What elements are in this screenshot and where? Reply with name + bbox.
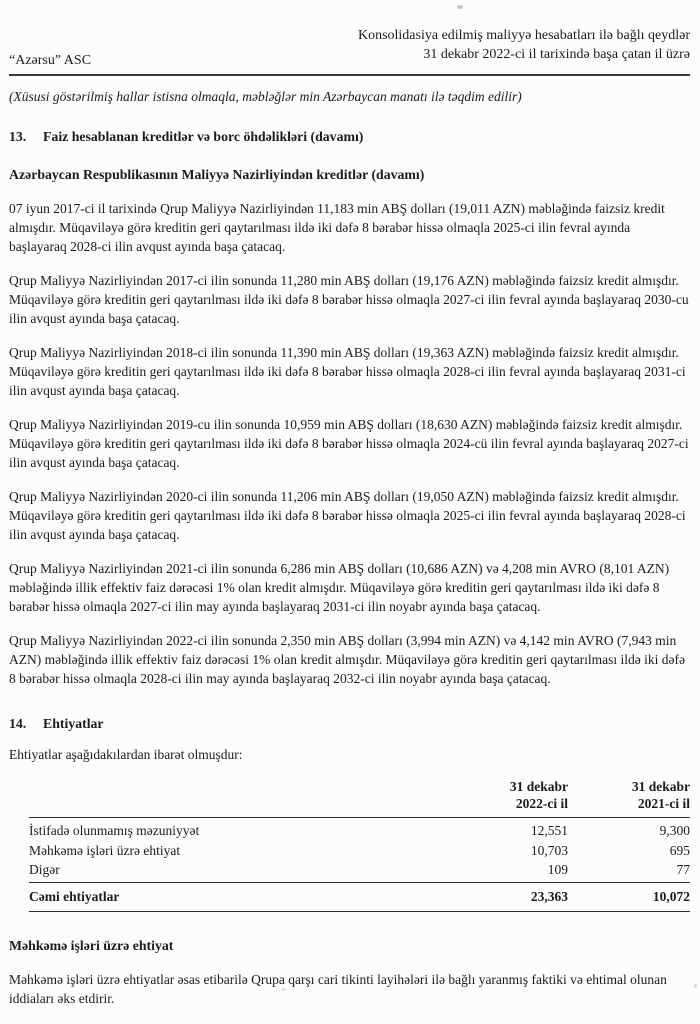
court-provision-subheading: Məhkəmə işləri üzrə ehtiyat xyxy=(9,937,174,953)
section-14-heading xyxy=(9,714,690,733)
column-header-2022: 31 dekabr 2022-ci il xyxy=(509,779,568,811)
report-title-line1: Konsolidasiya edilmiş maliyyə hesabatları ilə bağlı qeydlər xyxy=(357,28,690,43)
section-13-title: Faiz hesablanan kreditlər və borc öhdəlikləri (davamı) xyxy=(43,129,364,144)
provisions-table xyxy=(29,778,690,912)
scan-speck xyxy=(457,5,463,9)
loan-paragraph-2017-june: 07 iyun 2017-ci il tarixində Qrup Maliyyə Nazirliyindən 11,183 min ABŞ dolları (19,011 AZN) məbləğində faizsiz kredit almışdır. Müqaviləyə görə kreditin geri qaytarılması ildə iki dəfə 8 bərabər hissə olmaqla 2025-ci ilin fevral ayında başlayaraq 2028-ci ilin avqust ayında başa çatacaq. xyxy=(9,201,665,254)
table-row: Digər 109 77 xyxy=(29,862,690,877)
loan-paragraph-2022: Qrup Maliyyə Nazirliyindən 2022-ci ilin sonunda 2,350 min ABŞ dolları (3,994 min AZN) və 4,142 min AVRO (7,943 min AZN) məbləğində illik effektiv faiz dərəcəsi 1% olan kredit almışdır. Müqaviləyə görə kreditin geri qaytarılması ildə iki dəfə 8 bərabər hissə olmaqla 2028-ci ilin may ayında başlayaraq 2032-ci ilin noyabr ayında başa çatacaq. xyxy=(9,633,686,686)
table-row: İstifadə olunmamış məzuniyyət 12,551 9,300 xyxy=(29,823,690,838)
company-name: “Azərsu” ASC xyxy=(9,53,92,68)
section-14-number: 14. xyxy=(9,716,27,731)
section-13-subheading: Azərbaycan Respublikasının Maliyyə Nazirliyindən kreditlər (davamı) xyxy=(9,167,425,182)
loan-paragraph-2017: Qrup Maliyyə Nazirliyindən 2017-ci ilin sonunda 11,280 min ABŞ dolları (19,176 AZN) məbləğində faizsiz kredit almışdır. Müqaviləyə görə kreditin geri qaytarılması ildə iki dəfə 8 bərabər hissə olmaqla 2027-ci ilin fevral ayında başlayaraq 2030-cu ilin avqust ayında başa çatacaq. xyxy=(9,273,689,326)
header-rule xyxy=(9,74,690,76)
loan-paragraph-2020: Qrup Maliyyə Nazirliyindən 2020-ci ilin sonunda 11,206 min ABŞ dolları (19,050 AZN) məbləğində faizsiz kredit almışdır. Müqaviləyə görə kreditin geri qaytarılması ildə iki dəfə 8 bərabər hissə olmaqla 2025-ci ilin fevral ayında başlayaraq 2028-ci ilin avqust ayında başa çatacaq. xyxy=(9,489,686,542)
measurement-note: (Xüsusi göstərilmiş hallar istisna olmaqla, məbləğlər min Azərbaycan manatı ilə təqdim edilir) xyxy=(9,89,522,104)
table-rule-bottom xyxy=(29,911,690,912)
loan-paragraph-2019: Qrup Maliyyə Nazirliyindən 2019-cu ilin sonunda 10,959 min ABŞ dolları (18,630 AZN) məbləğində faizsiz kredit almışdır. Müqaviləyə görə kreditin geri qaytarılması ildə iki dəfə 8 bərabər hissə olmaqla 2024-cü ilin fevral ayında başlayaraq 2027-ci ilin avqust ayında başa çatacaq. xyxy=(9,417,689,470)
section-14-intro: Ehtiyatlar aşağıdakılardan ibarət olmuşdur: xyxy=(9,747,243,762)
scan-speck xyxy=(282,988,285,991)
report-title-line2: 31 dekabr 2022-ci il tarixində başa çatan il üzrə xyxy=(423,47,690,62)
column-header-2021: 31 dekabr 2021-ci il xyxy=(631,779,690,811)
section-13-heading xyxy=(9,127,690,146)
page-header xyxy=(9,26,690,70)
table-row: Məhkəmə işləri üzrə ehtiyat 10,703 695 xyxy=(29,842,690,858)
table-header-row xyxy=(29,778,690,817)
court-provision-paragraph: Məhkəmə işləri üzrə ehtiyatlar əsas etibarilə Qrupa qarşı cari tikinti layihələri ilə bağlı yaranmış faktiki və ehtimal olunan iddiaları əks etdirir. xyxy=(9,971,667,1006)
scan-speck xyxy=(694,984,697,988)
section-14-title: Ehtiyatlar xyxy=(43,716,104,731)
table-total-row: Cəmi ehtiyatlar 23,363 10,072 xyxy=(29,888,690,904)
section-13-number: 13. xyxy=(9,129,27,144)
report-title xyxy=(9,26,690,64)
loan-paragraph-2018: Qrup Maliyyə Nazirliyindən 2018-ci ilin sonunda 11,390 min ABŞ dolları (19,363 AZN) məbləğində faizsiz kredit almışdır. Müqaviləyə görə kreditin geri qaytarılması ildə iki dəfə 8 bərabər hissə olmaqla 2028-ci ilin fevral ayında başlayaraq 2031-ci ilin avqust ayında başa çatacaq. xyxy=(9,345,686,398)
table-body xyxy=(29,818,690,882)
loan-paragraph-2021: Qrup Maliyyə Nazirliyindən 2021-ci ilin sonunda 6,286 min ABŞ dolları (10,686 AZN) və 4,208 min AVRO (8,101 AZN) məbləğində illik effektiv faiz dərəcəsi 1% olan kredit almışdır. Müqaviləyə görə kreditin geri qaytarılması ildə iki dəfə 8 bərabər hissə olmaqla 2027-ci ilin may ayında başlayaraq 2031-ci ilin noyabr ayında başa çatacaq. xyxy=(9,561,670,614)
